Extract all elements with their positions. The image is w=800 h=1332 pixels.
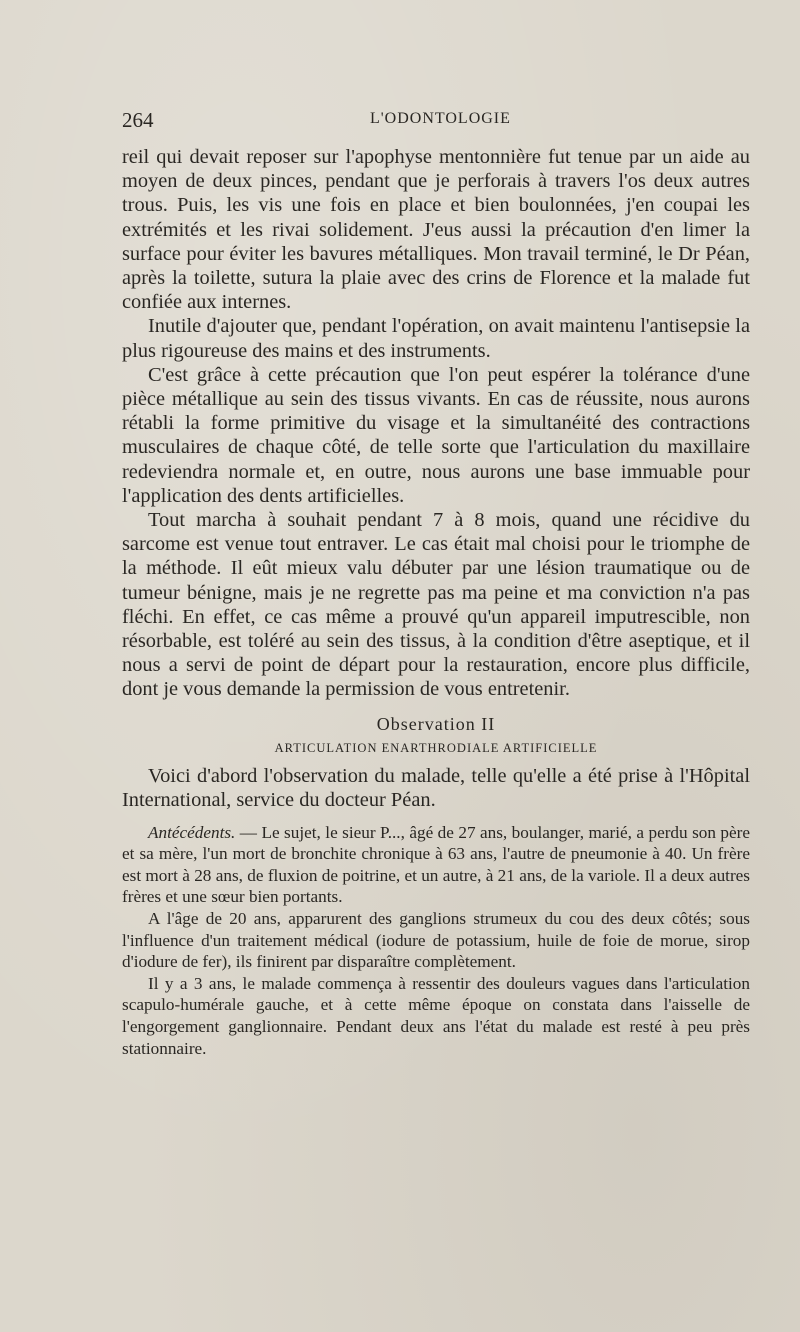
running-head: [122, 108, 750, 134]
page-number: 264: [122, 108, 154, 132]
case-paragraph: A l'âge de 20 ans, apparurent des ganglions strumeux du cou des deux côtés; sous l'influence d'un traitement médical (iodure de potassium, huile de foie de morue, sirop d'iodure de fer), ils finirent par disparaître complètement.: [122, 909, 750, 972]
antecedents-text: — Le sujet, le sieur P..., âgé de 27 ans, boulanger, marié, a perdu son père et sa mère, l'un mort de bronchite chronique à 63 ans, l'autre de pneumonie à 40. Un frère est mort à 28 ans, de fluxion de poitrine, et un autre, à 21 ans, de la variole. Il a deux autres frères et une sœur bien portants.: [122, 822, 750, 907]
journal-title: L'ODONTOLOGIE: [370, 110, 511, 127]
antecedents-label: Antécédents.: [148, 822, 236, 842]
case-paragraph: Il y a 3 ans, le malade commença à ressentir des douleurs vagues dans l'articulation scapulo-humérale gauche, et à cette même époque on constata dans l'aisselle de l'engorgement ganglionnaire. Pendant deux ans l'état du malade est resté à peu près stationnaire.: [122, 973, 750, 1058]
page-body: [122, 145, 750, 1059]
paragraph: C'est grâce à cette précaution que l'on peut espérer la tolérance d'une pièce métallique au sein des tissus vivants. En cas de réussite, nous aurons rétabli la forme primitive du visage et la simultanéité des contractions musculaires de chaque côté, de telle sorte que l'articulation du maxillaire redeviendra normale et, en outre, nous aurons une base immuable pour l'application des dents artificielles.: [122, 363, 750, 507]
antecedents-paragraph: [122, 822, 750, 908]
paragraph: Tout marcha à souhait pendant 7 à 8 mois, quand une récidive du sarcome est venue tout entraver. Le cas était mal choisi pour le triomphe de la méthode. Il eût mieux valu débuter par une lésion traumatique ou de tumeur bénigne, mais je ne regrette pas ma peine et ma conviction n'a pas fléchi. En effet, ce cas même a prouvé qu'un appareil imputrescible, non résorbable, est toléré au sein des tissus, à la condition d'être aseptique, et il nous a servi de point de départ pour la restauration, encore plus difficile, dont je vous demande la permission de vous entretenir.: [122, 509, 750, 701]
observation-intro: Voici d'abord l'observation du malade, telle qu'elle a été prise à l'Hôpital International, service du docteur Péan.: [122, 764, 750, 811]
observation-heading: Observation II: [376, 713, 496, 734]
observation-subheading: ARTICULATION ENARTHRODIALE ARTIFICIELLE: [274, 740, 598, 755]
paragraph: reil qui devait reposer sur l'apophyse mentonnière fut tenue par un aide au moyen de deux pinces, pendant que je perforais à travers l'os deux autres trous. Puis, les vis une fois en place et bien boulonnées, j'en coupai les extrémités et les rivai solidement. J'eus aussi la précaution d'en limer la surface pour éviter les bavures métalliques. Mon travail terminé, le Dr Péan, après la toilette, sutura la plaie avec des crins de Florence et la malade fut confiée aux internes.: [122, 146, 750, 314]
paragraph: Inutile d'ajouter que, pendant l'opération, on avait maintenu l'antisepsie la plus rigoureuse des mains et des instruments.: [122, 315, 750, 362]
